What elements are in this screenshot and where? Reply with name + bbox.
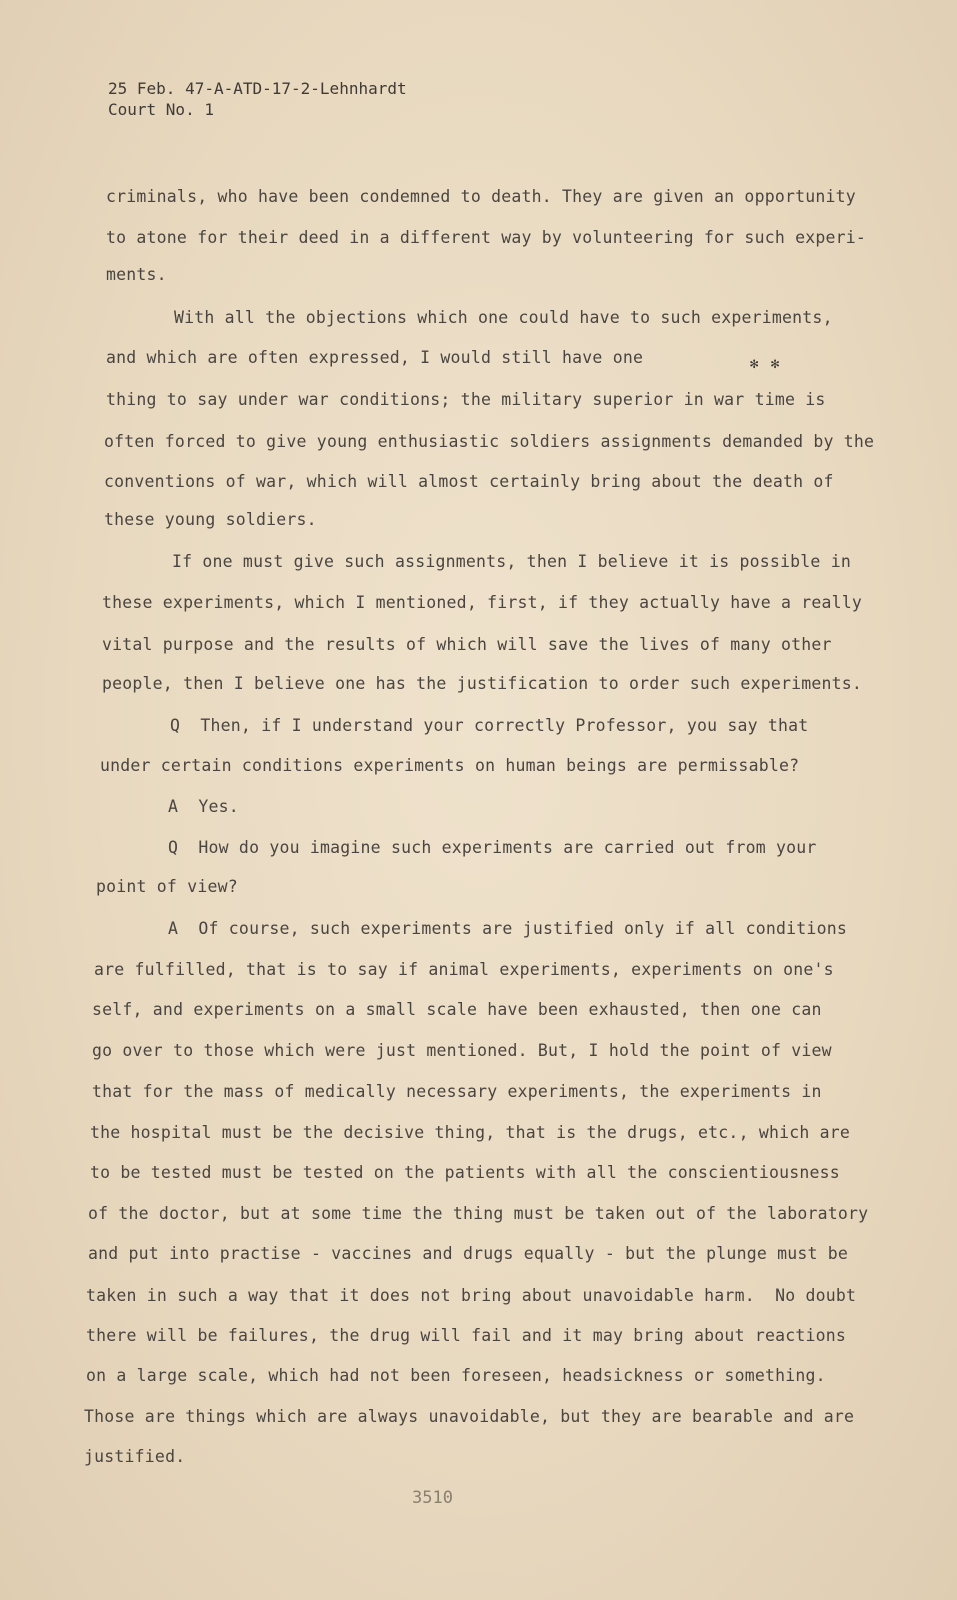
text-line: often forced to give young enthusiastic soldiers assignments demanded by the bbox=[104, 432, 875, 451]
text-line: taken in such a way that it does not bring about unavoidable harm. No doubt bbox=[86, 1286, 857, 1305]
text-line: justified. bbox=[84, 1447, 186, 1466]
ink-smudge-icon: ✻ ✻ bbox=[750, 356, 782, 372]
header-line-1: 25 Feb. 47-A-ATD-17-2-Lehnhardt bbox=[108, 79, 407, 98]
text-line: Q Then, if I understand your correctly Professor, you say that bbox=[170, 716, 809, 735]
text-line: thing to say under war conditions; the military superior in war time is bbox=[106, 390, 826, 409]
text-line: on a large scale, which had not been foreseen, headsickness or something. bbox=[86, 1366, 826, 1385]
text-line: vital purpose and the results of which will save the lives of many other bbox=[102, 635, 832, 654]
text-line: self, and experiments on a small scale have been exhausted, then one can bbox=[92, 1000, 822, 1019]
text-line: that for the mass of medically necessary experiments, the experiments in bbox=[92, 1082, 822, 1101]
text-line: conventions of war, which will almost certainly bring about the death of bbox=[104, 472, 834, 491]
text-line: With all the objections which one could have to such experiments, bbox=[174, 308, 833, 327]
header-line-2: Court No. 1 bbox=[108, 100, 214, 119]
text-line: point of view? bbox=[96, 877, 238, 896]
text-line: these experiments, which I mentioned, first, if they actually have a really bbox=[102, 593, 863, 612]
text-line: of the doctor, but at some time the thing must be taken out of the laboratory bbox=[88, 1204, 869, 1223]
text-line: ments. bbox=[106, 265, 167, 284]
text-line: these young soldiers. bbox=[104, 510, 317, 529]
text-line: Q How do you imagine such experiments are carried out from your bbox=[168, 838, 817, 857]
text-line: to atone for their deed in a different way by volunteering for such experi- bbox=[106, 228, 867, 247]
text-line: A Yes. bbox=[168, 797, 239, 816]
page-number: 3510 bbox=[412, 1488, 453, 1508]
text-line: under certain conditions experiments on human beings are permissable? bbox=[100, 756, 800, 775]
text-line: and put into practise - vaccines and drugs equally - but the plunge must be bbox=[88, 1244, 849, 1263]
text-line: go over to those which were just mentioned. But, I hold the point of view bbox=[92, 1041, 832, 1060]
text-line: are fulfilled, that is to say if animal experiments, experiments on one's bbox=[94, 960, 834, 979]
document-header bbox=[108, 78, 407, 120]
text-line: to be tested must be tested on the patients with all the conscientiousness bbox=[90, 1163, 840, 1182]
text-line: there will be failures, the drug will fail and it may bring about reactions bbox=[86, 1326, 847, 1345]
text-line: people, then I believe one has the justification to order such experiments. bbox=[102, 674, 863, 693]
text-line: A Of course, such experiments are justified only if all conditions bbox=[168, 919, 847, 938]
text-line: If one must give such assignments, then I believe it is possible in bbox=[172, 552, 851, 571]
text-line: the hospital must be the decisive thing, that is the drugs, etc., which are bbox=[90, 1123, 851, 1142]
text-line: Those are things which are always unavoidable, but they are bearable and are bbox=[84, 1407, 855, 1426]
text-line: and which are often expressed, I would still have one bbox=[106, 348, 644, 367]
text-line: criminals, who have been condemned to death. They are given an opportunity bbox=[106, 187, 856, 206]
